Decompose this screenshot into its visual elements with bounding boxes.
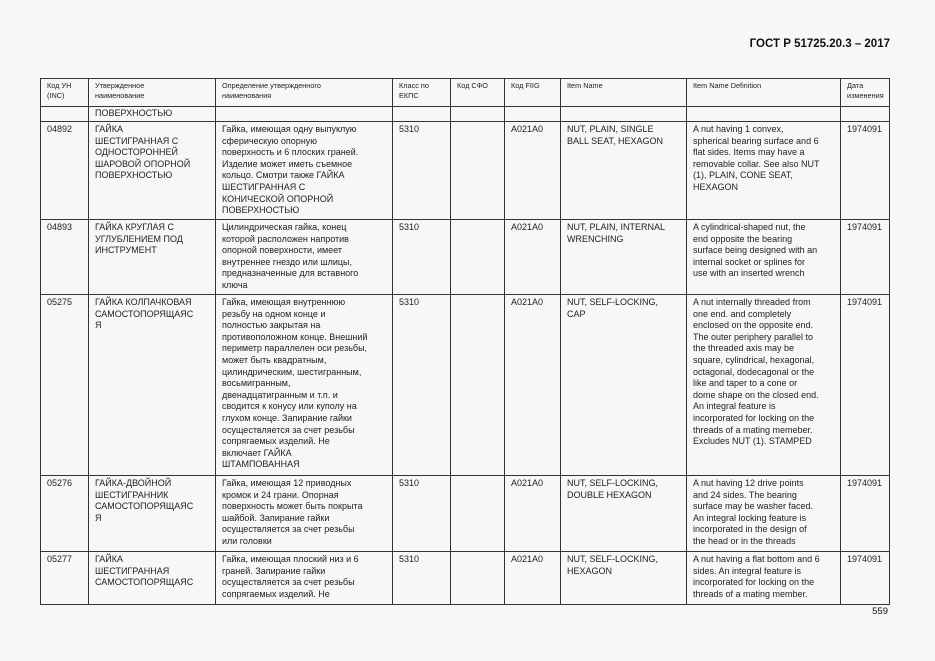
approved-name-cell: ГАЙКА-ДВОЙНОЙ ШЕСТИГРАННИК САМОСТОПОРЯЩАЯС Я — [89, 476, 216, 552]
column-header-item-name-definition: Item Name Definition — [687, 79, 841, 107]
definition-ru-cell: Цилиндрическая гайка, конец которой расположен напротив опорной поверхности, имеет внутреннее гнездо или шлицы, предназначенные для вставного ключа — [216, 220, 393, 295]
item-definition-cell: A nut internally threaded from one end. and completely enclosed on the opposite end. The outer periphery parallel to the threaded axis may be square, cylindrical, hexagonal, octagonal, dodecagonal or the like and taper to a cone or dome shape on the closed end. An integral feature is incorporated for locking on the threads of a mating memeber. Excludes NUT (1). STAMPED — [687, 295, 841, 476]
inc-code-cell: 04892 — [41, 122, 89, 220]
definition-ru-cell: Гайка, имеющая внутреннюю резьбу на одном конце и полностью закрытая на противоположном конце. Внешний периметр параллелен оси резьбы, может быть квадратным, цилиндрическим, шестигранным, восьмигранным, двенадцатигранным и т.п. и сводится к конусу или куполу на глухом конце. Запирание гайки осуществляется за счет резьбы сопрягаемых изделий. Не включает ГАЙКА ШТАМПОВАННАЯ — [216, 295, 393, 476]
item-definition-cell: A cylindrical-shaped nut, the end opposite the bearing surface being designed with an internal socket or splines for use with an inserted wrench — [687, 220, 841, 295]
change-date-cell: 1974091 — [841, 295, 890, 476]
definition-ru-cell: Гайка, имеющая 12 приводных кромок и 24 грани. Опорная поверхность может быть покрыта шайбой. Запирание гайки осуществляется за счет резьбы или головки — [216, 476, 393, 552]
sfo-code-cell — [451, 476, 505, 552]
change-date-cell: 1974091 — [841, 122, 890, 220]
column-header-sfo-code: Код СФО — [451, 79, 505, 107]
table-cell — [841, 107, 890, 122]
column-header-name-definition-ru: Определение утвержденного наименования — [216, 79, 393, 107]
ekps-class-cell: 5310 — [393, 220, 451, 295]
fiig-code-cell: A021A0 — [505, 220, 561, 295]
inc-code-cell: 05275 — [41, 295, 89, 476]
approved-name-cell: ГАЙКА КОЛПАЧКОВАЯ САМОСТОПОРЯЩАЯС Я — [89, 295, 216, 476]
nomenclature-table — [40, 78, 890, 605]
sfo-code-cell — [451, 220, 505, 295]
definition-ru-cell: Гайка, имеющая плоский низ и 6 граней. Запирание гайки осуществляется за счет резьбы сопрягаемых изделий. Не — [216, 552, 393, 605]
change-date-cell: 1974091 — [841, 476, 890, 552]
table-cell — [687, 107, 841, 122]
inc-code-cell: 05276 — [41, 476, 89, 552]
table-row — [41, 122, 890, 220]
ekps-class-cell: 5310 — [393, 552, 451, 605]
table-continuation-row — [41, 107, 890, 122]
table-cell — [451, 107, 505, 122]
item-definition-cell: A nut having a flat bottom and 6 sides. An integral feature is incorporated for locking on the threads of a mating member. — [687, 552, 841, 605]
table-cell — [41, 107, 89, 122]
ekps-class-cell: 5310 — [393, 476, 451, 552]
table-row — [41, 552, 890, 605]
sfo-code-cell — [451, 295, 505, 476]
ekps-class-cell: 5310 — [393, 122, 451, 220]
column-header-ekps-class: Класс по ЕКПС — [393, 79, 451, 107]
definition-ru-cell: Гайка, имеющая одну выпуклую сферическую опорную поверхность и 6 плоских граней. Изделие может иметь съемное кольцо. Смотри также ГАЙКА ШЕСТИГРАННАЯ С КОНИЧЕСКОЙ ОПОРНОЙ ПОВЕРХНОСТЬЮ — [216, 122, 393, 220]
column-header-fiig-code: Код FIIG — [505, 79, 561, 107]
ekps-class-cell: 5310 — [393, 295, 451, 476]
fiig-code-cell: A021A0 — [505, 122, 561, 220]
table-header-row — [41, 79, 890, 107]
sfo-code-cell — [451, 122, 505, 220]
fiig-code-cell: A021A0 — [505, 476, 561, 552]
item-name-cell: NUT, SELF-LOCKING, CAP — [561, 295, 687, 476]
page-number: 559 — [872, 606, 888, 617]
item-name-cell: NUT, SELF-LOCKING, DOUBLE HEXAGON — [561, 476, 687, 552]
table-row — [41, 476, 890, 552]
table-cell: ПОВЕРХНОСТЬЮ — [89, 107, 216, 122]
item-name-cell: NUT, SELF-LOCKING, HEXAGON — [561, 552, 687, 605]
table-row — [41, 295, 890, 476]
change-date-cell: 1974091 — [841, 552, 890, 605]
table-row — [41, 220, 890, 295]
item-definition-cell: A nut having 12 drive points and 24 sides. The bearing surface may be washer faced. An integral locking feature is incorporated in the design of the head or in the threads — [687, 476, 841, 552]
inc-code-cell: 05277 — [41, 552, 89, 605]
approved-name-cell: ГАЙКА ШЕСТИГРАННАЯ С ОДНОСТОРОННЕЙ ШАРОВОЙ ОПОРНОЙ ПОВЕРХНОСТЬЮ — [89, 122, 216, 220]
fiig-code-cell: A021A0 — [505, 295, 561, 476]
item-definition-cell: A nut having 1 convex, spherical bearing surface and 6 flat sides. Items may have a removable collar. See also NUT (1), PLAIN, CONE SEAT, HEXAGON — [687, 122, 841, 220]
column-header-change-date: Дата изменения — [841, 79, 890, 107]
approved-name-cell: ГАЙКА КРУГЛАЯ С УГЛУБЛЕНИЕМ ПОД ИНСТРУМЕНТ — [89, 220, 216, 295]
inc-code-cell: 04893 — [41, 220, 89, 295]
table-cell — [561, 107, 687, 122]
sfo-code-cell — [451, 552, 505, 605]
table-cell — [505, 107, 561, 122]
table-cell — [216, 107, 393, 122]
approved-name-cell: ГАЙКА ШЕСТИГРАННАЯ САМОСТОПОРЯЩАЯС — [89, 552, 216, 605]
column-header-item-name: Item Name — [561, 79, 687, 107]
item-name-cell: NUT, PLAIN, SINGLE BALL SEAT, HEXAGON — [561, 122, 687, 220]
column-header-approved-name: Утвержденное наименование — [89, 79, 216, 107]
change-date-cell: 1974091 — [841, 220, 890, 295]
document-standard-header: ГОСТ Р 51725.20.3 – 2017 — [749, 38, 890, 50]
item-name-cell: NUT, PLAIN, INTERNAL WRENCHING — [561, 220, 687, 295]
table-cell — [393, 107, 451, 122]
fiig-code-cell: A021A0 — [505, 552, 561, 605]
column-header-inc-code: Код УН (INC) — [41, 79, 89, 107]
